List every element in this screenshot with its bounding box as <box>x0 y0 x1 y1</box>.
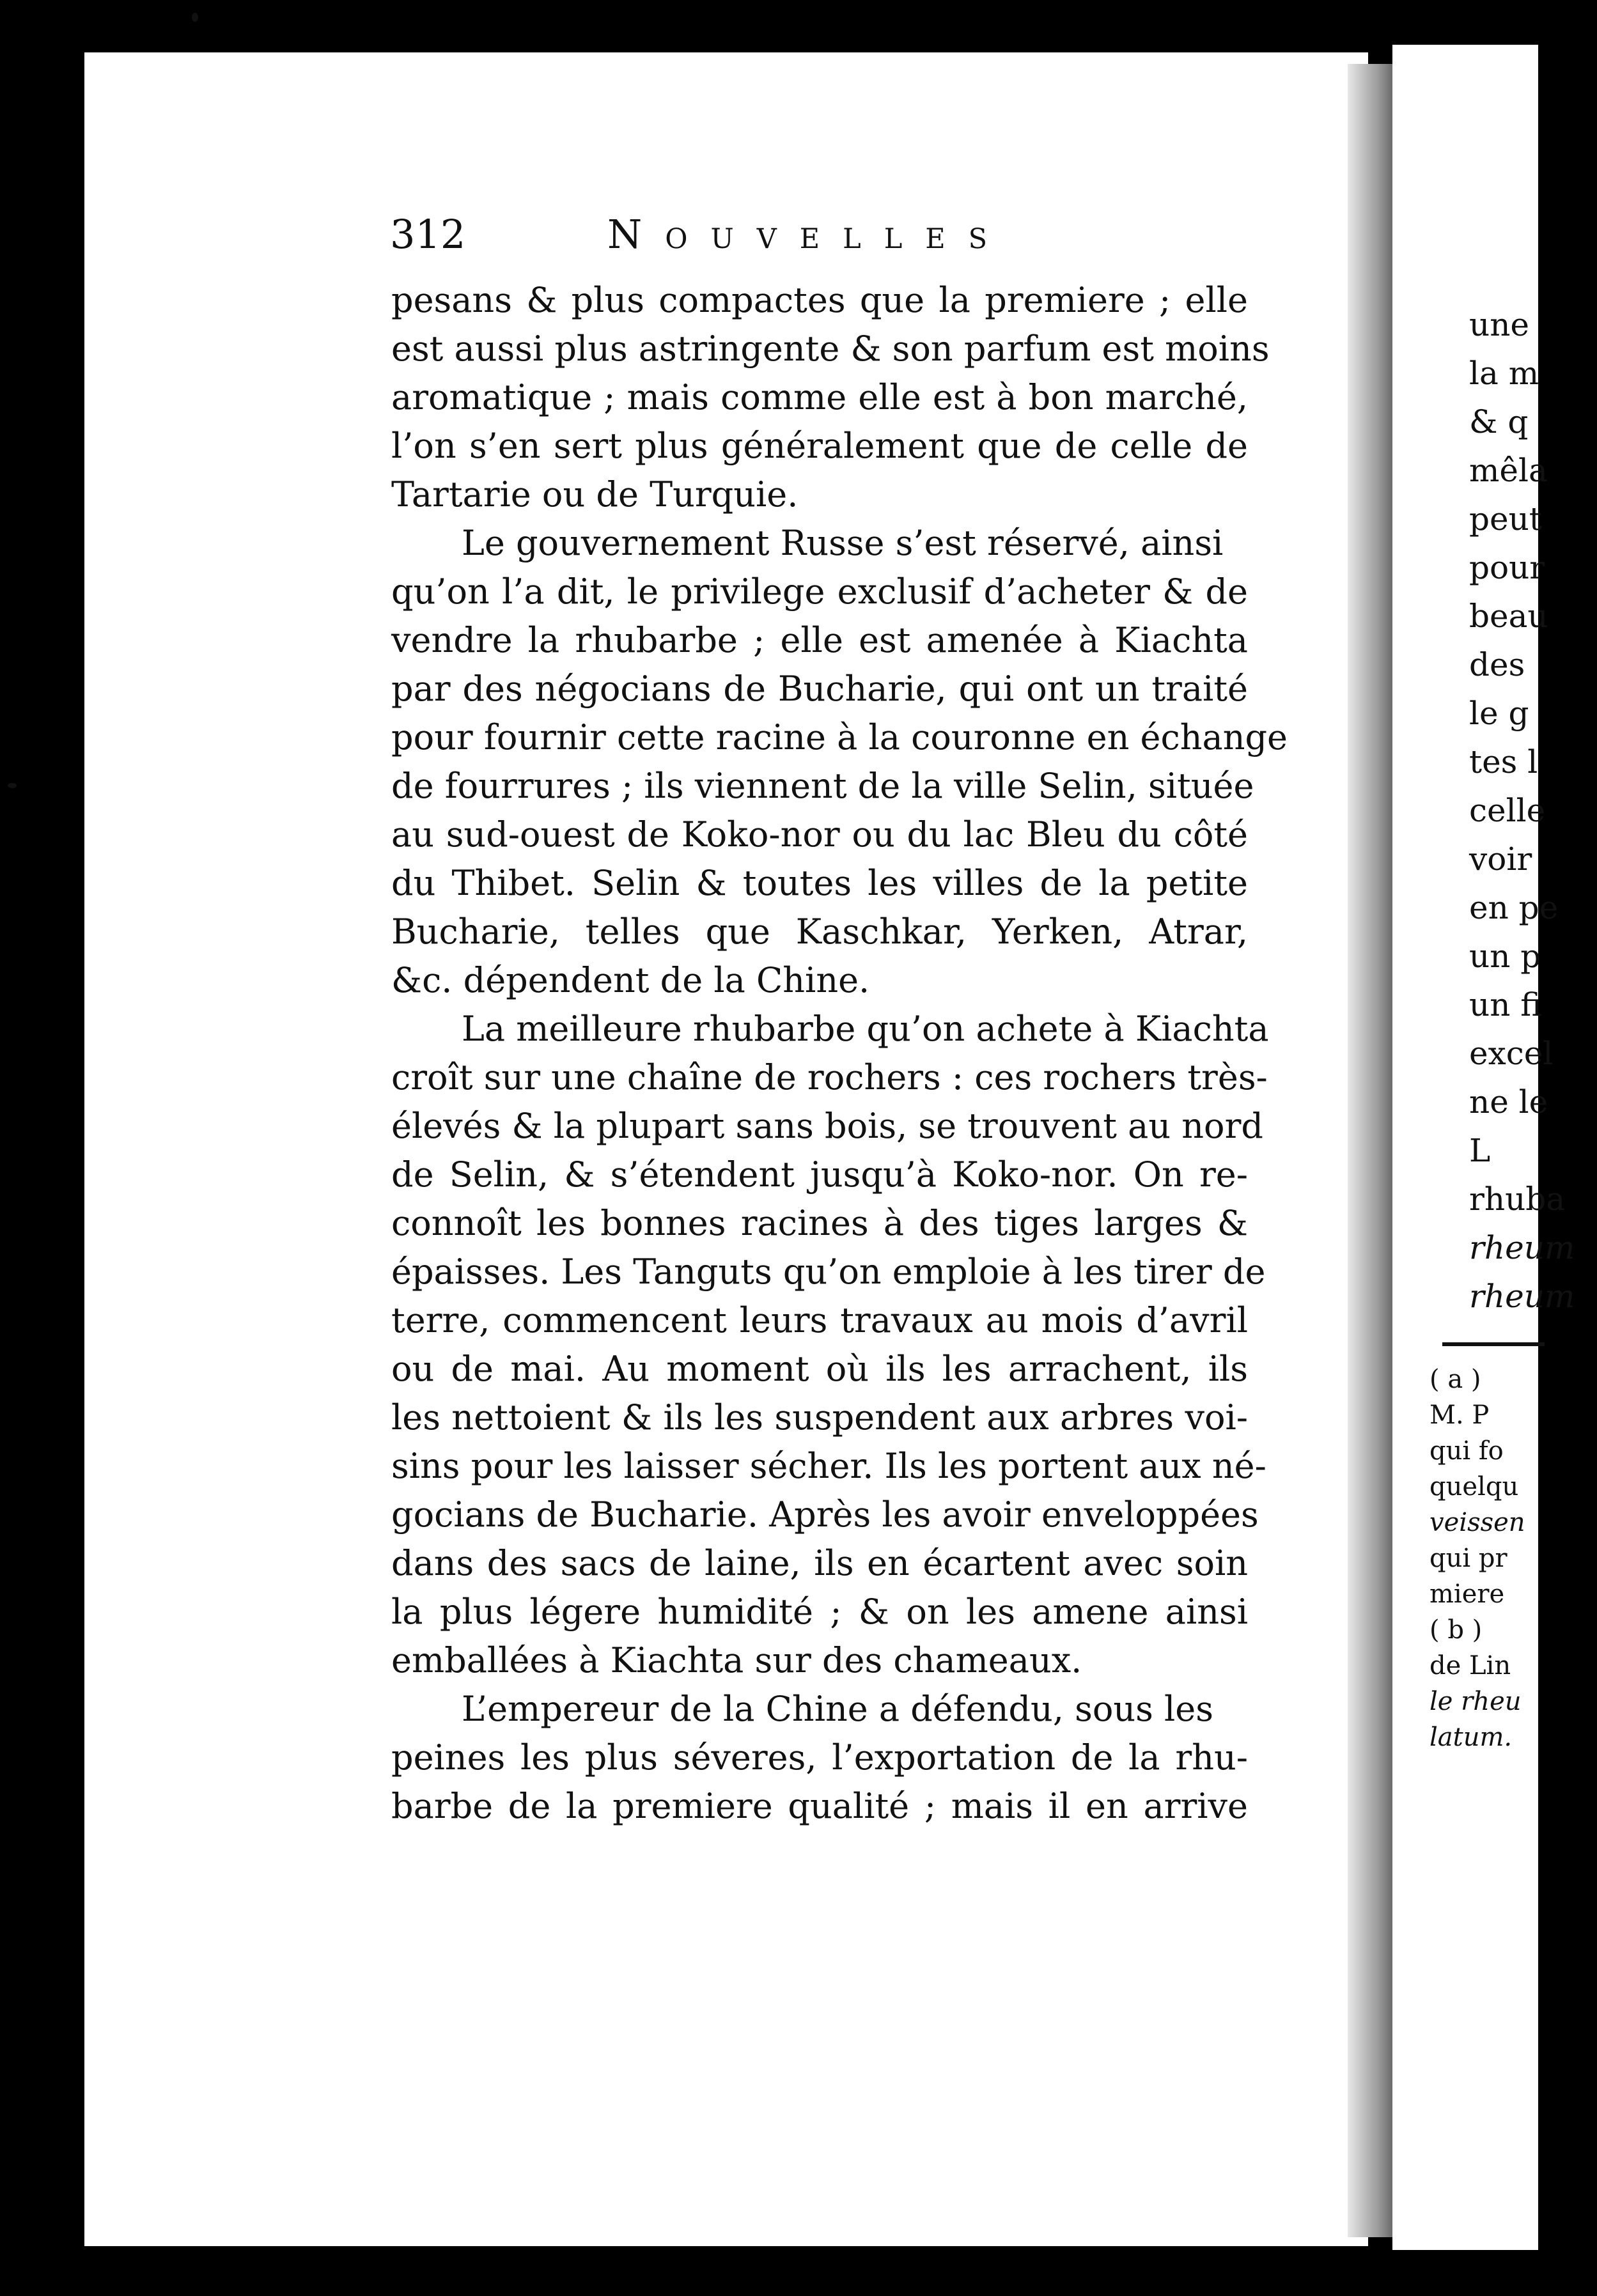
facing-text-line: mêla <box>1469 452 1548 489</box>
facing-text-line: beau <box>1469 598 1548 635</box>
facing-page-text <box>1469 300 1597 1321</box>
facing-text-line: tes l <box>1469 743 1538 780</box>
running-title: Nouvelles <box>607 211 1011 258</box>
facing-text-line: rheum <box>1469 1278 1575 1315</box>
text-line: par des négocians de Bucharie, qui ont un traité <box>391 669 1248 709</box>
facing-text-line: des <box>1469 646 1525 683</box>
footnote-line: le rheu <box>1430 1687 1522 1716</box>
footnote-line: ( a ) <box>1430 1365 1481 1394</box>
text-line: du Thibet. Selin & toutes les villes de la petite <box>391 863 1248 903</box>
text-line: aromatique ; mais comme elle est à bon marché, <box>391 377 1248 417</box>
scan-speck <box>8 783 17 788</box>
footnote-line: latum. <box>1430 1723 1513 1752</box>
text-line: est aussi plus astringente & son parfum est moins <box>391 329 1270 369</box>
text-line: Tartarie ou de Turquie. <box>391 474 798 515</box>
body-text <box>391 276 1288 1831</box>
facing-text-line: peut <box>1469 500 1542 538</box>
text-line: pesans & plus compactes que la premiere ; elle <box>391 280 1248 320</box>
footnote-line: qui fo <box>1430 1436 1504 1466</box>
text-line: vendre la rhubarbe ; elle est amenée à Kiachta <box>391 620 1248 660</box>
footnote-line: veissen <box>1430 1508 1525 1537</box>
text-line: L’empereur de la Chine a défendu, sous les <box>462 1689 1213 1729</box>
text-line: barbe de la premiere qualité ; mais il en arrive <box>391 1786 1248 1826</box>
footnote-line: M. P <box>1430 1400 1490 1430</box>
facing-text-line: un fi <box>1469 986 1542 1023</box>
facing-text-line: L <box>1469 1132 1491 1169</box>
text-line: dans des sacs de laine, ils en écartent avec soin <box>391 1543 1248 1583</box>
text-line: sins pour les laisser sécher. Ils les portent aux né- <box>391 1446 1266 1486</box>
footnote-line: quelqu <box>1430 1472 1519 1501</box>
footnote-line: de Lin <box>1430 1651 1511 1680</box>
facing-text-line: en pe <box>1469 889 1559 926</box>
text-line: de Selin, & s’étendent jusqu’à Koko-nor. On re- <box>391 1154 1248 1195</box>
facing-text-line: rheum <box>1469 1229 1575 1266</box>
facing-text-line: le g <box>1469 695 1529 732</box>
facing-text-line: rhuba <box>1469 1181 1566 1218</box>
text-line: terre, commencent leurs travaux au mois d’avril <box>391 1300 1248 1340</box>
text-line: &c. dépendent de la Chine. <box>391 960 870 1000</box>
text-line: Bucharie, telles que Kaschkar, Yerken, Atrar, <box>391 911 1248 952</box>
footnote-line: qui pr <box>1430 1544 1507 1573</box>
text-line: Le gouvernement Russe s’est réservé, ainsi <box>462 523 1224 563</box>
footnote-rule <box>1442 1342 1545 1346</box>
text-line: pour fournir cette racine à la couronne en échange <box>391 717 1288 757</box>
footnote-line: miere <box>1430 1579 1505 1609</box>
text-line: gocians de Bucharie. Après les avoir enveloppées <box>391 1494 1259 1535</box>
facing-text-line: celle <box>1469 792 1546 829</box>
text-line: de fourrures ; ils viennent de la ville Selin, située <box>391 766 1254 806</box>
facing-page-footnotes <box>1430 1361 1557 1755</box>
facing-text-line: un p <box>1469 938 1541 975</box>
text-line: la plus légere humidité ; & on les amene ainsi <box>391 1592 1248 1632</box>
facing-text-line: la m <box>1469 355 1539 392</box>
text-line: croît sur une chaîne de rochers : ces rochers très- <box>391 1057 1268 1098</box>
text-line: peines les plus séveres, l’exportation de la rhu- <box>391 1737 1248 1778</box>
text-line: l’on s’en sert plus généralement que de celle de <box>391 426 1248 466</box>
text-line: connoît les bonnes racines à des tiges larges & <box>391 1203 1248 1243</box>
text-line: élevés & la plupart sans bois, se trouvent au nord <box>391 1106 1263 1146</box>
facing-text-line: excel <box>1469 1035 1554 1072</box>
facing-text-line: voir <box>1469 841 1532 878</box>
facing-text-line: & q <box>1469 403 1529 440</box>
text-line: qu’on l’a dit, le privilege exclusif d’acheter & de <box>391 571 1248 612</box>
facing-text-line: une <box>1469 306 1529 343</box>
scan-speck <box>192 13 198 22</box>
text-line: emballées à Kiachta sur des chameaux. <box>391 1640 1082 1680</box>
text-line: au sud-ouest de Koko-nor ou du lac Bleu du côté <box>391 814 1248 855</box>
text-line: les nettoient & ils les suspendent aux arbres voi- <box>391 1397 1248 1438</box>
text-line: ou de mai. Au moment où ils les arrachent, ils <box>391 1349 1248 1389</box>
facing-text-line: pour <box>1469 549 1545 586</box>
text-line: La meilleure rhubarbe qu’on achete à Kiachta <box>462 1009 1269 1049</box>
page-number: 312 <box>390 211 466 258</box>
book-gutter <box>1348 64 1399 2237</box>
page-header <box>390 211 1042 262</box>
facing-text-line: ne le <box>1469 1083 1548 1121</box>
footnote-line: ( b ) <box>1430 1615 1483 1645</box>
text-line: épaisses. Les Tanguts qu’on emploie à les tirer de <box>391 1252 1266 1292</box>
